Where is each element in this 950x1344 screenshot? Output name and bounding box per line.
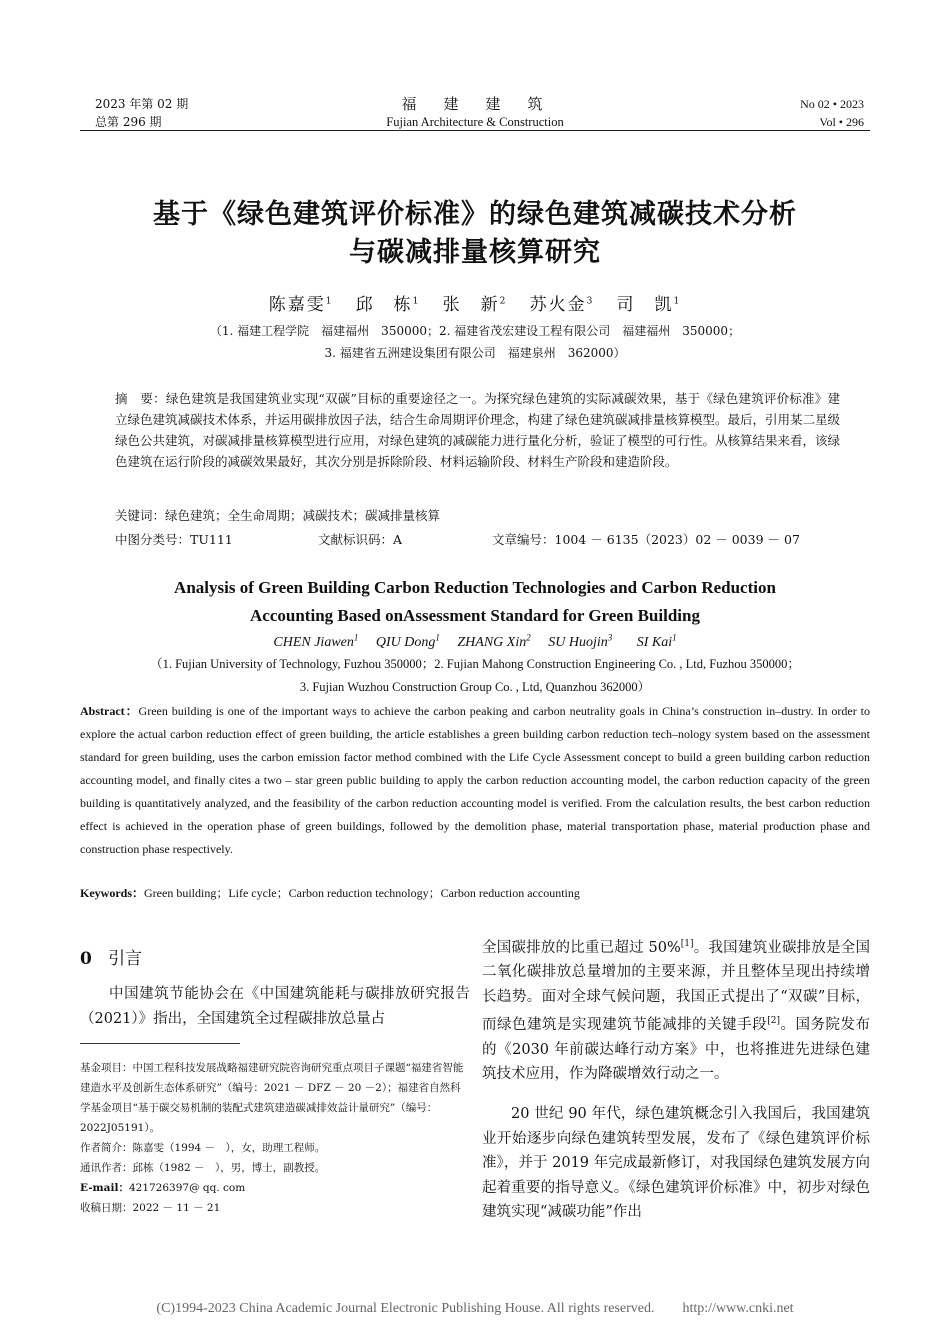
section-heading: [80, 944, 142, 969]
abstract-en-text: Green building is one of the important ways to achieve the carbon peaking and carbon neutrality goals in China’s construction in–dustry. In order to explore the actual carbon reduction effect of green building, the article establishes a green building carbon reduction tech–nology system based on the assessment standard for green building, uses the carbon emission factor method combined with the Life Cycle Assessment concept to build a green building carbon reduction accounting model, and finally cites a two – star green public building to apply the carbon reduction accounting model, the carbon reduction capacity of the green building is quantitatively analyzed, and the feasibility of the carbon reduction accounting model is verified. From the calculation results, the best carbon reduction effect is achieved in the operation phase of green buildings, followed by the demolition phase, material transportation phase, material production phase and construction phase respectively.: [80, 704, 870, 856]
abstract-en: [80, 700, 870, 861]
abstract-label: 摘 要：: [115, 391, 166, 406]
footnote-email: E-mail：421726397@ qq. com: [80, 1182, 246, 1194]
author-en: SI Kai$^1$: [636, 632, 677, 650]
author-en: SU Huojin$^3$: [548, 632, 613, 650]
title-en-line-1: Analysis of Green Building Carbon Reduction Technologies and Carbon Reduction: [174, 578, 776, 597]
author: 邱 栋$^1$: [355, 295, 421, 315]
section-number: 0: [80, 949, 92, 969]
citation-ref: [1]: [680, 939, 694, 949]
author: 张 新$^2$: [442, 295, 508, 315]
abstract-cn: [115, 388, 840, 472]
affiliation-line: 3. 福建省五洲建设集团有限公司 福建泉州 362000）: [324, 346, 626, 360]
affiliations: [0, 320, 950, 364]
title-en-line-2: Accounting Based onAssessment Standard for Green Building: [250, 606, 700, 625]
paper-title-en: [0, 574, 950, 630]
title-line-1: 基于《绿色建筑评价标准》的绿色建筑减碳技术分析: [153, 199, 797, 230]
affiliation-line: （1. 福建工程学院 福建福州 350000；2. 福建省茂宏建设工程有限公司 福建福州 350000；: [209, 324, 741, 338]
author: 司 凯$^1$: [616, 295, 682, 315]
footnotes: [80, 1058, 470, 1218]
journal-name-en: Fujian Architecture & Construction: [386, 115, 564, 129]
clc-number: 中图分类号：TU111: [115, 532, 233, 547]
footnote-author: 作者简介：陈嘉雯（1994 － ），女，助理工程师。: [80, 1142, 326, 1154]
keywords-label: 关键词：: [115, 508, 166, 523]
abstract-en-label: Abstract：: [80, 704, 139, 718]
copyright-footer: (C)1994-2023 China Academic Journal Electronic Publishing House. All rights reserved. http://www.cnki.net: [156, 1301, 794, 1316]
footnote-corresponding: 通讯作者：邱栋（1982 － ），男，博士，副教授。: [80, 1162, 326, 1174]
section-title: 引言: [108, 949, 143, 969]
author-en: CHEN Jiawen$^1$: [273, 632, 359, 650]
paper-title: [0, 196, 950, 272]
keywords-en-label: Keywords：: [80, 886, 144, 900]
abstract-text: 绿色建筑是我国建筑业实现“双碳”目标的重要途径之一。为探究绿色建筑的实际减碳效果，基于《绿色建筑评价标准》建立绿色建筑减碳技术体系，并运用碳排放因子法，结合生命周期评价理念，构建了绿色建筑碳减排量核算模型。最后，引用某二星级绿色公共建筑，对碳减排量核算模型进行应用，对绿色建筑的减碳能力进行量化分析，验证了模型的可行性。从核算结果来看，该绿色建筑在运行阶段的减碳效果最好，其次分别是拆除阶段、材料运输阶段、材料生产阶段和建造阶段。: [115, 391, 841, 469]
author-en: QIU Dong$^1$: [375, 632, 440, 650]
author-list-en: [0, 632, 950, 651]
citation-ref: [2]: [767, 1016, 780, 1027]
issue-number: No 02 • 2023: [800, 97, 864, 111]
keywords-en-text: Green building；Life cycle；Carbon reduction technology；Carbon reduction accounting: [144, 886, 580, 900]
right-column-paragraph-2: 20 世纪 90 年代，绿色建筑概念引入我国后，我国建筑业开始逐步向绿色建筑转型发展，发布了《绿色建筑评价标准》，并于 2019 年完成最新修订，对我国绿色建筑发展方向起着重要的指导意义。《绿色建筑评价标准》中，初步对绿色建筑实现“减碳功能”作出: [482, 1106, 870, 1220]
issue-total: 总第 296 期: [95, 115, 162, 129]
footnote-fund: 基金项目：中国工程科技发展战略福建研究院咨询研究重点项目子课题“福建省智能建造水平及创新生态体系研究”（编号：2021 － DFZ － 20 －2）；福建省自然科学基金项目“基于碳交易机制的装配式建筑建造碳减排效益计量研究”（编号：2022J05191）。: [80, 1062, 464, 1134]
author: 陈嘉雯$^1$: [268, 295, 334, 315]
keywords-text: 绿色建筑；全生命周期；减碳技术；碳减排量核算: [165, 508, 441, 523]
affiliation-en-line: 3. Fujian Wuzhou Construction Group Co. , Ltd, Quanzhou 362000）: [299, 680, 651, 694]
left-column-paragraph: 中国建筑节能协会在《中国建筑能耗与碳排放研究报告（2021）》指出，全国建筑全过程碳排放总量占: [80, 986, 470, 1027]
keywords-en: [80, 882, 870, 905]
volume-number: Vol • 296: [819, 115, 864, 129]
document-code: 文献标识码：A: [318, 532, 403, 547]
title-line-2: 与碳减排量核算研究: [349, 237, 601, 268]
affiliation-en-line: （1. Fujian University of Technology, Fuzhou 350000；2. Fujian Mahong Construction Engineering Co. , Ltd, Fuzhou 350000；: [150, 657, 800, 671]
volume-info: [800, 95, 864, 131]
footnote-rule: [80, 1043, 240, 1044]
article-number: 文章编号：1004 － 6135（2023）02 － 0039 － 07: [492, 532, 800, 547]
footnote-received: 收稿日期：2022 － 11 － 21: [80, 1202, 221, 1214]
keywords-cn: [115, 506, 440, 524]
right-column-paragraph-1: 全国碳排放的比重已超过 50%[1]。我国建筑业碳排放是全国二氧化碳排放总量增加的主要来源，并且整体呈现出持续增长趋势。面对全球气候问题，我国正式提出了“双碳”目标，而绿色建筑是实现建筑节能减排的关键手段[2]。国务院发布的《2030 年前碳达峰行动方案》中，也将推进先进绿色建筑技术应用，作为降碳增效行动之一。: [482, 939, 871, 1083]
issue-year: 2023 年第 02 期: [95, 97, 189, 111]
author: 苏火金$^3$: [529, 295, 595, 315]
affiliations-en: [0, 653, 950, 699]
header-rule: [80, 130, 870, 131]
author-en: ZHANG Xin$^2$: [457, 632, 531, 650]
journal-name-cn: 福 建 建 筑: [401, 95, 549, 113]
author-list: [0, 290, 950, 315]
